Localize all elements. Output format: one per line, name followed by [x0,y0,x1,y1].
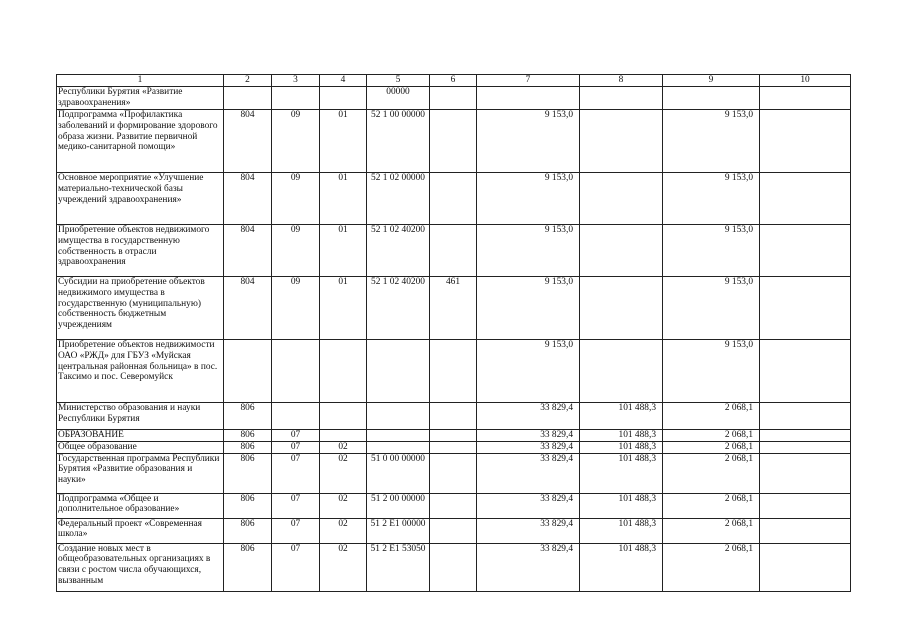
cell-expense-type [430,339,477,402]
cell-col10-amount [760,339,851,402]
cell-name: Общее образование [57,441,224,453]
cell-col8-amount: 101 488,3 [580,518,663,543]
cell-col7-amount: 33 829,4 [477,402,580,429]
cell-subsection: 02 [320,543,367,591]
cell-col8-amount: 101 488,3 [580,429,663,441]
cell-ministry-code [224,86,272,109]
cell-expense-type [430,429,477,441]
cell-col10-amount [760,441,851,453]
cell-col8-amount: 101 488,3 [580,441,663,453]
cell-col10-amount [760,402,851,429]
cell-col7-amount: 33 829,4 [477,493,580,518]
cell-col10-amount [760,429,851,441]
table-row [57,339,851,402]
cell-subsection: 02 [320,453,367,493]
cell-subsection [320,339,367,402]
table-row [57,518,851,543]
budget-table [56,74,851,592]
cell-col9-amount: 2 068,1 [663,402,760,429]
cell-expense-type [430,543,477,591]
column-header: 9 [663,75,760,87]
table-row [57,453,851,493]
cell-col8-amount [580,276,663,339]
cell-section: 07 [272,429,320,441]
cell-subsection: 01 [320,224,367,276]
cell-col10-amount [760,172,851,224]
cell-subsection: 01 [320,109,367,172]
cell-col9-amount: 9 153,0 [663,172,760,224]
cell-col9-amount: 9 153,0 [663,276,760,339]
column-header: 8 [580,75,663,87]
cell-col9-amount [663,86,760,109]
cell-col8-amount: 101 488,3 [580,543,663,591]
cell-col8-amount [580,339,663,402]
cell-name: Приобретение объектов недвижимости ОАО «РЖД» для ГБУЗ «Муйская центральная районная больница» в пос. Таксимо и пос. Северомуйск [57,339,224,402]
cell-col7-amount: 9 153,0 [477,276,580,339]
cell-ministry-code: 804 [224,109,272,172]
cell-col8-amount [580,86,663,109]
cell-col10-amount [760,493,851,518]
cell-section: 07 [272,518,320,543]
cell-section: 09 [272,224,320,276]
cell-ministry-code: 806 [224,402,272,429]
table-row [57,224,851,276]
cell-target-article: 00000 [367,86,430,109]
cell-target-article: 52 1 02 00000 [367,172,430,224]
cell-ministry-code: 806 [224,441,272,453]
table-row [57,429,851,441]
cell-col7-amount: 9 153,0 [477,109,580,172]
cell-subsection: 01 [320,276,367,339]
cell-col7-amount [477,86,580,109]
cell-col8-amount [580,109,663,172]
cell-ministry-code: 806 [224,518,272,543]
cell-section: 07 [272,543,320,591]
cell-name: Основное мероприятие «Улучшение материально-технической базы учреждений здравоохранения» [57,172,224,224]
cell-name: Создание новых мест в общеобразовательных организациях в связи с ростом числа обучающихся, вызванным [57,543,224,591]
cell-target-article: 51 2 E1 53050 [367,543,430,591]
cell-expense-type [430,172,477,224]
cell-col9-amount: 2 068,1 [663,441,760,453]
cell-col9-amount: 9 153,0 [663,109,760,172]
cell-section: 09 [272,276,320,339]
cell-col10-amount [760,109,851,172]
cell-ministry-code: 806 [224,453,272,493]
cell-col10-amount [760,518,851,543]
cell-col10-amount [760,86,851,109]
cell-subsection: 01 [320,172,367,224]
cell-subsection: 02 [320,518,367,543]
cell-col9-amount: 2 068,1 [663,543,760,591]
cell-subsection [320,402,367,429]
cell-expense-type [430,86,477,109]
cell-ministry-code: 804 [224,172,272,224]
column-header: 5 [367,75,430,87]
column-header: 1 [57,75,224,87]
table-row [57,86,851,109]
table-row [57,441,851,453]
cell-col7-amount: 33 829,4 [477,429,580,441]
cell-subsection: 02 [320,441,367,453]
column-header: 3 [272,75,320,87]
cell-expense-type [430,518,477,543]
table-row [57,402,851,429]
cell-expense-type [430,493,477,518]
cell-col7-amount: 33 829,4 [477,441,580,453]
column-header: 6 [430,75,477,87]
cell-section [272,339,320,402]
cell-col7-amount: 9 153,0 [477,172,580,224]
cell-col10-amount [760,453,851,493]
cell-section: 07 [272,441,320,453]
cell-expense-type [430,224,477,276]
cell-col9-amount: 2 068,1 [663,453,760,493]
cell-col10-amount [760,543,851,591]
cell-col8-amount: 101 488,3 [580,493,663,518]
cell-name: Приобретение объектов недвижимого имущества в государственную собственность в отрасли здравоохранения [57,224,224,276]
cell-subsection: 02 [320,493,367,518]
column-header: 10 [760,75,851,87]
cell-subsection [320,86,367,109]
cell-col7-amount: 9 153,0 [477,339,580,402]
cell-col7-amount: 33 829,4 [477,543,580,591]
table-row [57,276,851,339]
column-header: 2 [224,75,272,87]
cell-target-article: 51 2 E1 00000 [367,518,430,543]
cell-section: 09 [272,172,320,224]
cell-target-article: 52 1 00 00000 [367,109,430,172]
cell-target-article [367,339,430,402]
cell-name: ОБРАЗОВАНИЕ [57,429,224,441]
cell-target-article: 51 0 00 00000 [367,453,430,493]
cell-expense-type [430,109,477,172]
cell-name: Министерство образования и науки Республики Бурятия [57,402,224,429]
cell-section: 09 [272,109,320,172]
cell-expense-type [430,402,477,429]
cell-col8-amount: 101 488,3 [580,402,663,429]
cell-name: Подпрограмма «Общее и дополнительное образование» [57,493,224,518]
cell-col7-amount: 9 153,0 [477,224,580,276]
cell-col9-amount: 9 153,0 [663,224,760,276]
cell-section [272,86,320,109]
cell-col8-amount: 101 488,3 [580,453,663,493]
cell-ministry-code: 804 [224,276,272,339]
cell-col8-amount [580,172,663,224]
cell-ministry-code: 804 [224,224,272,276]
table-row [57,172,851,224]
table-header-row [57,75,851,87]
cell-col10-amount [760,224,851,276]
cell-name: Подпрограмма «Профилактика заболеваний и формирование здорового образа жизни. Развитие первичной медико-санитарной помощи» [57,109,224,172]
cell-col9-amount: 9 153,0 [663,339,760,402]
cell-section: 07 [272,453,320,493]
cell-target-article [367,429,430,441]
table-row [57,543,851,591]
cell-subsection [320,429,367,441]
cell-name: Республики Бурятия «Развитие здравоохранения» [57,86,224,109]
cell-target-article: 52 1 02 40200 [367,224,430,276]
table-row [57,109,851,172]
column-header: 4 [320,75,367,87]
cell-expense-type [430,453,477,493]
cell-ministry-code: 806 [224,543,272,591]
table-row [57,493,851,518]
cell-col8-amount [580,224,663,276]
cell-ministry-code [224,339,272,402]
cell-name: Государственная программа Республики Бурятия «Развитие образования и науки» [57,453,224,493]
cell-col7-amount: 33 829,4 [477,453,580,493]
cell-ministry-code: 806 [224,493,272,518]
cell-expense-type: 461 [430,276,477,339]
cell-target-article [367,402,430,429]
column-header: 7 [477,75,580,87]
cell-expense-type [430,441,477,453]
cell-col7-amount: 33 829,4 [477,518,580,543]
cell-col9-amount: 2 068,1 [663,493,760,518]
cell-col10-amount [760,276,851,339]
cell-col9-amount: 2 068,1 [663,429,760,441]
cell-ministry-code: 806 [224,429,272,441]
cell-name: Субсидии на приобретение объектов недвижимого имущества в государственную (муниципальную) собственность бюджетным учреждениям [57,276,224,339]
cell-target-article: 51 2 00 00000 [367,493,430,518]
cell-target-article [367,441,430,453]
cell-section [272,402,320,429]
cell-name: Федеральный проект «Современная школа» [57,518,224,543]
cell-section: 07 [272,493,320,518]
cell-target-article: 52 1 02 40200 [367,276,430,339]
cell-col9-amount: 2 068,1 [663,518,760,543]
